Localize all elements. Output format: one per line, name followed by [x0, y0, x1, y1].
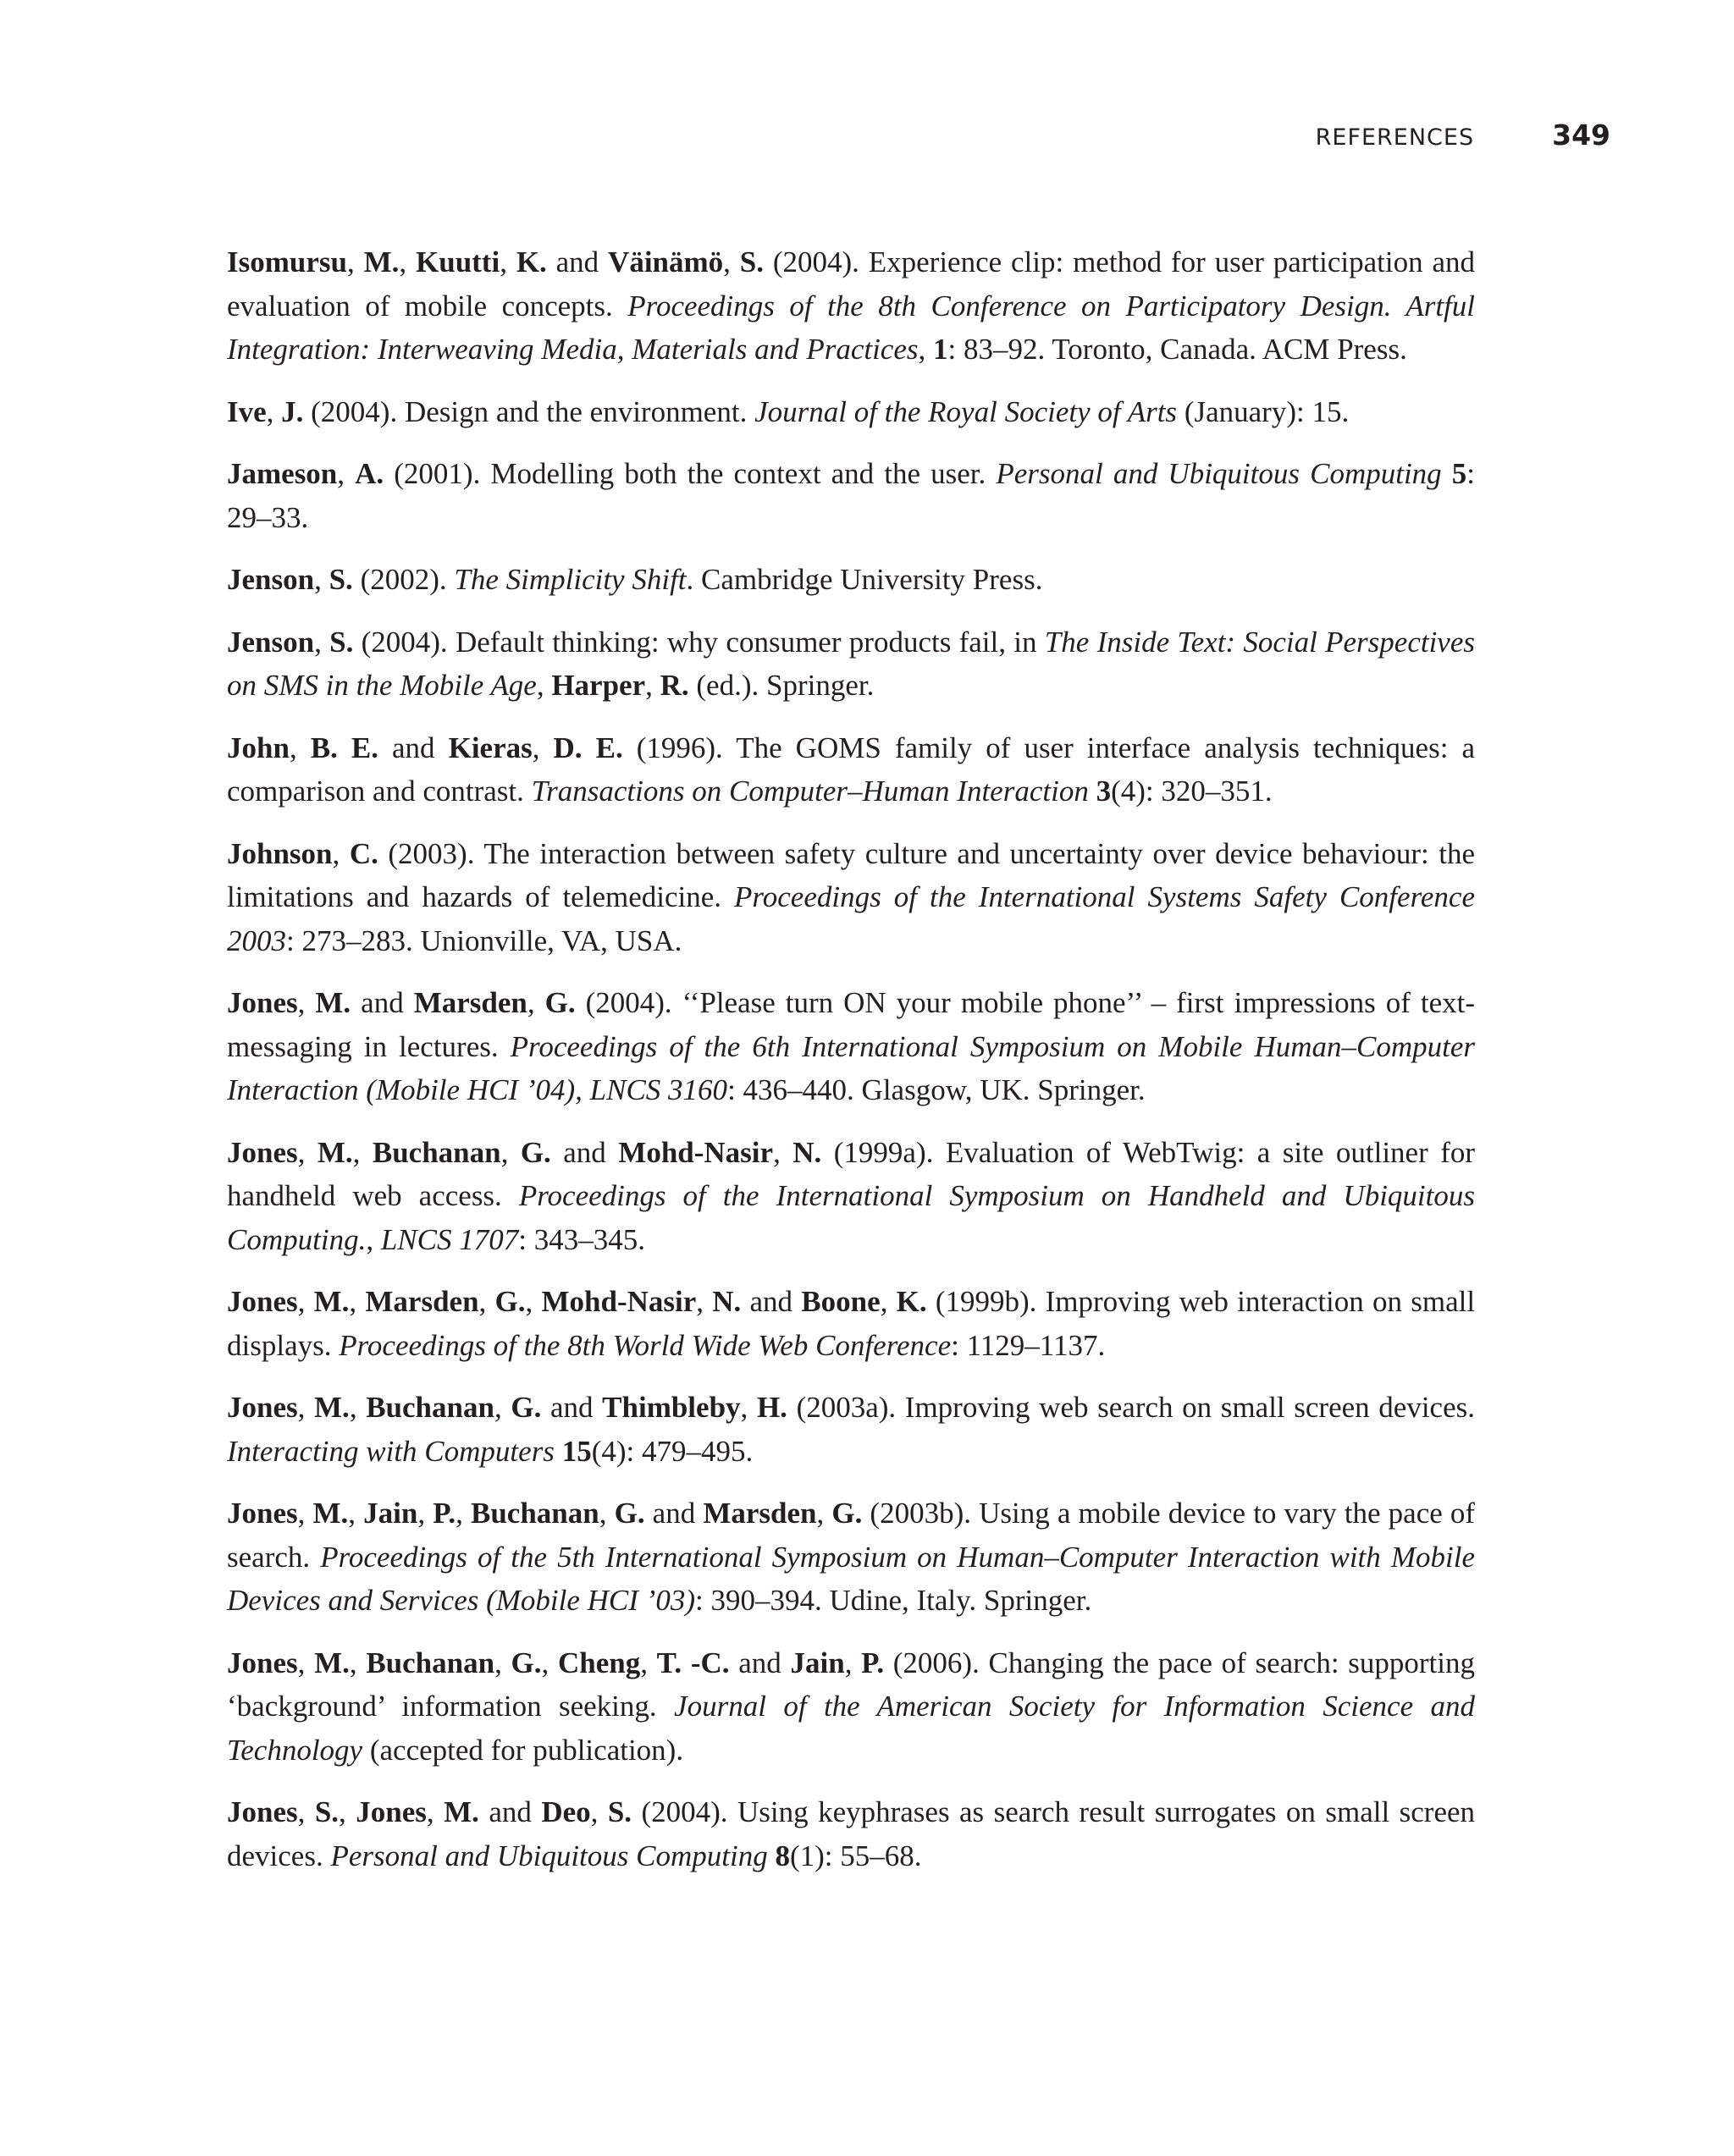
- reference-text: ,: [289, 731, 311, 764]
- reference-bold-text: Mohd-Nasir: [541, 1285, 697, 1318]
- reference-text: ,: [426, 1795, 445, 1828]
- reference-bold-text: Jones: [227, 986, 298, 1019]
- reference-entry: [227, 620, 1475, 708]
- reference-text: ,: [640, 1646, 657, 1679]
- reference-bold-text: M.: [317, 1135, 353, 1169]
- reference-text: ,: [478, 1285, 495, 1318]
- reference-text: ,: [532, 731, 554, 764]
- reference-text: [1089, 775, 1096, 808]
- reference-bold-text: S.: [329, 625, 354, 659]
- reference-entry: [227, 1131, 1475, 1262]
- reference-bold-text: Harper: [551, 669, 646, 702]
- reference-bold-text: John: [227, 731, 290, 764]
- reference-text: ,: [500, 1135, 521, 1169]
- reference-text: : 390–394. Udine, Italy. Springer.: [695, 1584, 1092, 1617]
- reference-text: : 273–283. Unionville, VA, USA.: [286, 924, 682, 957]
- reference-bold-text: G.: [494, 1285, 526, 1318]
- reference-bold-text: C.: [349, 836, 378, 870]
- reference-text: : 436–440. Glasgow, UK. Springer.: [727, 1073, 1146, 1106]
- reference-text: ,: [918, 333, 934, 366]
- reference-text: ,: [349, 1646, 367, 1679]
- reference-bold-text: K.: [896, 1285, 927, 1318]
- reference-text: and: [644, 1497, 704, 1530]
- reference-bold-text: M.: [314, 1391, 350, 1424]
- reference-text: (1996). The GOMS family of user interface analysis techniques: a comparison and contrast.: [227, 731, 1475, 808]
- reference-bold-text: S.: [329, 563, 353, 596]
- reference-text: ,: [880, 1285, 897, 1318]
- reference-entry: [227, 981, 1475, 1112]
- reference-bold-text: P.: [861, 1646, 885, 1679]
- reference-entry: [227, 390, 1475, 434]
- reference-bold-text: Buchanan: [372, 1135, 501, 1169]
- reference-text: : 1129–1137.: [951, 1328, 1106, 1362]
- reference-bold-text: Jain: [790, 1646, 845, 1679]
- reference-text: ,: [297, 1285, 314, 1318]
- reference-bold-text: A.: [355, 457, 384, 490]
- reference-text: and: [378, 731, 449, 764]
- reference-bold-text: M.: [444, 1795, 479, 1828]
- reference-entry: [227, 1790, 1475, 1878]
- reference-bold-text: Jones: [227, 1391, 298, 1424]
- reference-bold-text: Marsden: [365, 1285, 479, 1318]
- reference-text: ,: [599, 1497, 615, 1530]
- reference-text: (2003a). Improving web search on small screen devices.: [787, 1391, 1475, 1424]
- reference-text: ,: [297, 986, 316, 1019]
- reference-bold-text: M.: [314, 1646, 350, 1679]
- reference-bold-text: G.: [511, 1391, 542, 1424]
- reference-text: : 29–33.: [227, 457, 1476, 534]
- reference-entry: [227, 452, 1475, 539]
- reference-bold-text: Jain: [363, 1497, 418, 1530]
- reference-text: and: [550, 1135, 619, 1169]
- reference-text: (4): 320–351.: [1111, 775, 1273, 808]
- reference-bold-text: Jones: [227, 1497, 298, 1530]
- reference-bold-text: Buchanan: [366, 1391, 494, 1424]
- reference-bold-text: N.: [712, 1285, 742, 1318]
- reference-text: ,: [536, 669, 552, 702]
- reference-text: ,: [297, 1135, 318, 1169]
- running-head: [0, 119, 1610, 152]
- reference-text: and: [729, 1646, 791, 1679]
- reference-entry: [227, 1641, 1475, 1773]
- reference-text: : 83–92. Toronto, Canada. ACM Press.: [947, 333, 1407, 366]
- reference-bold-text: Marsden: [413, 986, 527, 1019]
- reference-italic-text: Proceedings of the International Systems Safety Conference 2003: [227, 880, 1475, 957]
- reference-entry: [227, 240, 1475, 372]
- reference-italic-text: Personal and Ubiquitous Computing: [330, 1839, 768, 1872]
- reference-text: ,: [494, 1391, 511, 1424]
- reference-bold-text: Buchanan: [470, 1497, 599, 1530]
- reference-text: ,: [339, 1795, 356, 1828]
- reference-text: ,: [366, 1222, 381, 1256]
- reference-bold-text: Boone: [801, 1285, 881, 1318]
- reference-text: ,: [723, 245, 740, 278]
- reference-text: (2001). Modelling both the context and the user.: [384, 457, 997, 490]
- reference-bold-text: S.: [739, 245, 764, 278]
- reference-bold-text: Cheng: [557, 1646, 641, 1679]
- reference-text: ,: [494, 1646, 511, 1679]
- reference-text: ,: [399, 245, 416, 278]
- reference-bold-text: Kuutti: [416, 245, 500, 278]
- reference-text: ,: [456, 1497, 471, 1530]
- reference-text: (1999a). Evaluation of WebTwig: a site outliner for handheld web access.: [227, 1135, 1476, 1212]
- reference-text: ,: [266, 394, 282, 428]
- reference-bold-text: Isomursu: [227, 245, 347, 278]
- reference-text: [1442, 457, 1452, 490]
- reference-bold-text: J.: [281, 394, 304, 428]
- reference-text: (4): 479–495.: [591, 1434, 754, 1468]
- reference-text: and: [478, 1795, 542, 1828]
- reference-bold-text: Thimbleby: [602, 1391, 741, 1424]
- reference-bold-text: T. -C.: [656, 1646, 730, 1679]
- reference-bold-text: Buchanan: [366, 1646, 495, 1679]
- reference-entry: [227, 1280, 1475, 1367]
- reference-text: ,: [417, 1497, 434, 1530]
- reference-text: ,: [590, 1795, 608, 1828]
- reference-italic-text: The Inside Text: Social Perspectives on SMS in the Mobile Age: [227, 625, 1475, 702]
- reference-entry: [227, 1492, 1475, 1623]
- reference-text: ,: [297, 1646, 315, 1679]
- reference-text: ,: [348, 1497, 364, 1530]
- reference-italic-text: Interacting with Computers: [227, 1434, 555, 1468]
- reference-bold-text: G.: [520, 1135, 551, 1169]
- reference-text: ,: [332, 836, 350, 870]
- reference-bold-text: G.: [831, 1497, 863, 1530]
- reference-text: : 343–345.: [518, 1222, 645, 1256]
- reference-text: (1): 55–68.: [789, 1839, 922, 1872]
- reference-italic-text: Proceedings of the International Symposium on Handheld and Ubiquitous Computing.: [227, 1179, 1476, 1256]
- reference-entry: [227, 1386, 1475, 1473]
- reference-bold-text: S.: [607, 1795, 632, 1828]
- reference-bold-text: Jenson: [227, 625, 315, 659]
- reference-text: and: [546, 245, 609, 278]
- reference-bold-text: D. E.: [553, 731, 623, 764]
- reference-bold-text: Marsden: [703, 1497, 817, 1530]
- reference-italic-text: Proceedings of the 5th International Symposium on Human–Computer Interaction with Mobile Devices and Services (Mobile HCI ’03): [227, 1540, 1475, 1617]
- reference-entry: [227, 558, 1475, 602]
- reference-bold-text: M.: [363, 245, 400, 278]
- reference-list: [227, 240, 1475, 1896]
- reference-italic-text: Personal and Ubiquitous Computing: [996, 457, 1442, 490]
- reference-text: (2004). Using keyphrases as search result surrogates on small screen devices.: [227, 1795, 1476, 1872]
- reference-text: (2004). Design and the environment.: [303, 394, 755, 428]
- reference-bold-text: 8: [775, 1839, 790, 1872]
- reference-bold-text: P.: [433, 1497, 456, 1530]
- reference-text: (ed.). Springer.: [688, 669, 875, 702]
- reference-text: ,: [500, 245, 516, 278]
- reference-text: ,: [314, 563, 329, 596]
- reference-bold-text: Johnson: [227, 836, 333, 870]
- reference-bold-text: B. E.: [310, 731, 378, 764]
- reference-text: ,: [527, 986, 545, 1019]
- reference-text: ,: [349, 1391, 367, 1424]
- reference-text: and: [741, 1285, 802, 1318]
- reference-text: ,: [297, 1497, 313, 1530]
- reference-text: ,: [645, 669, 660, 702]
- reference-text: ,: [297, 1795, 315, 1828]
- reference-text: ,: [314, 625, 330, 659]
- reference-italic-text: LNCS 1707: [380, 1222, 519, 1256]
- reference-entry: [227, 726, 1475, 813]
- reference-bold-text: Deo: [541, 1795, 591, 1828]
- reference-bold-text: Kieras: [448, 731, 533, 764]
- reference-text: ,: [740, 1391, 757, 1424]
- reference-text: (2003b). Using a mobile device to vary the pace of search.: [227, 1497, 1476, 1574]
- reference-text: ,: [816, 1497, 832, 1530]
- reference-text: ,: [525, 1285, 542, 1318]
- reference-bold-text: Jenson: [227, 563, 315, 596]
- reference-text: ,: [297, 1391, 315, 1424]
- reference-text: (1999b). Improving web interaction on small displays.: [227, 1285, 1476, 1362]
- reference-bold-text: Jones: [227, 1795, 298, 1828]
- reference-text: ,: [844, 1646, 862, 1679]
- reference-bold-text: Ive: [227, 394, 267, 428]
- reference-bold-text: N.: [792, 1135, 822, 1169]
- reference-bold-text: Jones: [227, 1646, 298, 1679]
- reference-bold-text: M.: [312, 1497, 349, 1530]
- reference-text: . Cambridge University Press.: [686, 563, 1043, 596]
- reference-text: [555, 1435, 562, 1468]
- reference-italic-text: Journal of the Royal Society of Arts: [754, 394, 1178, 428]
- reference-bold-text: M.: [313, 1285, 350, 1318]
- reference-text: ,: [337, 457, 356, 490]
- reference-bold-text: Mohd-Nasir: [618, 1135, 774, 1169]
- reference-bold-text: 15: [561, 1434, 592, 1468]
- reference-text: ,: [352, 1135, 373, 1169]
- reference-text: ,: [773, 1135, 793, 1169]
- reference-bold-text: 5: [1451, 457, 1467, 490]
- reference-text: ,: [346, 245, 364, 278]
- section-title: REFERENCES: [1315, 124, 1475, 151]
- reference-text: ,: [696, 1285, 713, 1318]
- page-number: 349: [1552, 119, 1610, 152]
- reference-text: ,: [349, 1285, 366, 1318]
- reference-text: (2003). The interaction between safety culture and uncertainty over device behaviour: the limitations and hazards of telemedicine.: [227, 836, 1476, 913]
- reference-text: (2002).: [352, 563, 455, 596]
- reference-italic-text: Transactions on Computer–Human Interaction: [531, 775, 1089, 808]
- reference-bold-text: M.: [315, 986, 351, 1019]
- reference-bold-text: S.: [314, 1795, 340, 1828]
- reference-bold-text: 1: [933, 333, 948, 366]
- reference-bold-text: G.: [544, 986, 576, 1019]
- reference-italic-text: Proceedings of the 8th World Wide Web Conference: [339, 1328, 952, 1362]
- reference-text: (2004). Default thinking: why consumer products fail, in: [353, 625, 1045, 659]
- reference-text: (January): 15.: [1177, 394, 1350, 428]
- reference-text: (2004). ‘‘Please turn ON your mobile phone’’ – first impressions of text-messaging in lectures.: [227, 986, 1476, 1063]
- reference-bold-text: Jones: [227, 1285, 298, 1318]
- reference-text: (accepted for publication).: [362, 1733, 684, 1767]
- reference-bold-text: 3: [1096, 775, 1112, 808]
- reference-bold-text: G.: [511, 1646, 542, 1679]
- reference-text: and: [541, 1391, 603, 1424]
- reference-text: and: [351, 986, 414, 1019]
- reference-bold-text: R.: [660, 669, 689, 702]
- reference-bold-text: G.: [614, 1497, 645, 1530]
- reference-text: ,: [541, 1646, 558, 1679]
- reference-text: (2006). Changing the pace of search: supporting ‘background’ information seeking.: [227, 1646, 1475, 1723]
- reference-entry: [227, 832, 1475, 963]
- reference-bold-text: Väinämö: [608, 245, 724, 278]
- reference-bold-text: Jones: [356, 1795, 427, 1828]
- reference-bold-text: Jones: [227, 1135, 298, 1169]
- reference-bold-text: K.: [516, 245, 547, 278]
- reference-italic-text: Proceedings of the 8th Conference on Participatory Design. Artful Integration: Interweaving Media, Materials and Practices: [227, 289, 1475, 366]
- reference-bold-text: H.: [756, 1391, 787, 1424]
- reference-italic-text: The Simplicity Shift: [454, 563, 687, 596]
- reference-text: (2004). Experience clip: method for user participation and evaluation of mobile concepts.: [227, 245, 1476, 323]
- reference-italic-text: Journal of the American Society for Information Science and Technology: [227, 1690, 1476, 1767]
- reference-italic-text: Proceedings of the 6th International Symposium on Mobile Human–Computer Interaction (Mobile HCI ’04), LNCS 3160: [227, 1029, 1476, 1106]
- reference-bold-text: Jameson: [227, 457, 338, 490]
